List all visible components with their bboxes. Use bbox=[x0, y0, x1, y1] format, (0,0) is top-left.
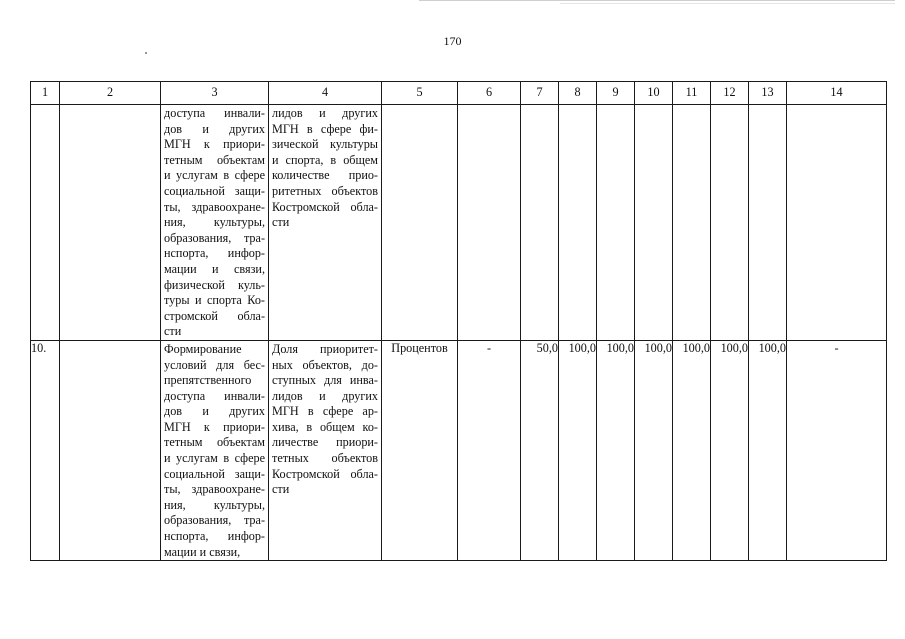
table-cell bbox=[711, 105, 749, 341]
text-line: образования, тра- bbox=[164, 230, 265, 245]
column-header: 2 bbox=[60, 82, 161, 105]
column-header: 14 bbox=[787, 82, 887, 105]
table-header-row bbox=[31, 82, 887, 105]
table-cell bbox=[60, 340, 161, 560]
text-line: Костромской обла- bbox=[272, 199, 378, 214]
column-header: 8 bbox=[559, 82, 597, 105]
text-line: ты, здравоохране- bbox=[164, 482, 265, 497]
table-cell bbox=[60, 105, 161, 341]
text-line: личестве приори- bbox=[272, 435, 378, 450]
value-cell-9: 100,0 bbox=[597, 340, 635, 560]
text-line: нспорта, инфор- bbox=[164, 529, 265, 544]
column-header: 13 bbox=[749, 82, 787, 105]
event-description-text bbox=[161, 341, 268, 560]
value-cell-11: 100,0 bbox=[673, 340, 711, 560]
event-description-cell bbox=[161, 105, 269, 341]
value-cell-12: 100,0 bbox=[711, 340, 749, 560]
indicator-description-cell bbox=[269, 105, 382, 341]
text-line: Формирование bbox=[164, 341, 242, 356]
table-row-10 bbox=[31, 340, 887, 560]
text-line: ступных для инва- bbox=[272, 373, 378, 388]
text-line: условий для бес- bbox=[164, 357, 265, 372]
text-line: нспорта, инфор- bbox=[164, 246, 265, 261]
text-line: тетных объектов bbox=[272, 451, 378, 466]
text-line: дов и других bbox=[164, 404, 265, 419]
indicator-description-text bbox=[269, 105, 381, 231]
column-header: 6 bbox=[458, 82, 521, 105]
table-cell bbox=[787, 105, 887, 341]
text-line: зической культуры bbox=[272, 137, 378, 152]
table-cell bbox=[635, 105, 673, 341]
text-line: ты, здравоохране- bbox=[164, 199, 265, 214]
column-header: 11 bbox=[673, 82, 711, 105]
table-cell bbox=[559, 105, 597, 341]
text-line: лидов и других bbox=[272, 106, 378, 120]
text-line: мации и связи, bbox=[164, 261, 265, 276]
text-line: физической куль- bbox=[164, 277, 265, 292]
row-number: 10. bbox=[31, 340, 60, 560]
text-line: хива, в общем ко- bbox=[272, 419, 378, 434]
text-line: тетным объектам bbox=[164, 435, 265, 450]
text-line: количестве прио- bbox=[272, 168, 378, 183]
value-cell-14: - bbox=[787, 340, 887, 560]
text-line: ния, культуры, bbox=[164, 215, 265, 230]
text-line: МГН в сфере ар- bbox=[272, 404, 378, 419]
table-cell bbox=[749, 105, 787, 341]
text-line: сти bbox=[272, 215, 290, 230]
text-line: сти bbox=[164, 324, 182, 339]
text-line: образования, тра- bbox=[164, 513, 265, 528]
text-line: и спорта, в общем bbox=[272, 152, 378, 167]
table-cell bbox=[458, 105, 521, 341]
table-cell bbox=[673, 105, 711, 341]
column-header: 9 bbox=[597, 82, 635, 105]
table-cell bbox=[521, 105, 559, 341]
text-line: МГН к приори- bbox=[164, 137, 265, 152]
table-cell bbox=[382, 105, 458, 341]
text-line: МГН к приори- bbox=[164, 419, 265, 434]
text-line: туры и спорта Ко- bbox=[164, 293, 265, 308]
indicator-table bbox=[30, 81, 887, 561]
indicator-description-text bbox=[269, 341, 381, 498]
text-line: социальной защи- bbox=[164, 183, 265, 198]
table-row-continued bbox=[31, 105, 887, 341]
text-line: тетным объектам bbox=[164, 152, 265, 167]
unit-cell: Процентов bbox=[382, 340, 458, 560]
value-cell-13: 100,0 bbox=[749, 340, 787, 560]
event-description-cell bbox=[161, 340, 269, 560]
column-header: 7 bbox=[521, 82, 559, 105]
scan-speck bbox=[145, 52, 147, 54]
table-cell bbox=[31, 105, 60, 341]
text-line: доступа инвали- bbox=[164, 388, 265, 403]
text-line: препятственного bbox=[164, 373, 252, 388]
event-description-text bbox=[161, 105, 268, 340]
column-header: 5 bbox=[382, 82, 458, 105]
column-header: 12 bbox=[711, 82, 749, 105]
column-header: 1 bbox=[31, 82, 60, 105]
value-cell-8: 100,0 bbox=[559, 340, 597, 560]
text-line: социальной защи- bbox=[164, 466, 265, 481]
text-line: дов и других bbox=[164, 121, 265, 136]
table-cell bbox=[597, 105, 635, 341]
text-line: Доля приоритет- bbox=[272, 341, 378, 356]
text-line: лидов и других bbox=[272, 388, 378, 403]
text-line: и услугам в сфере bbox=[164, 168, 265, 183]
text-line: ния, культуры, bbox=[164, 497, 265, 512]
scan-edge-line-secondary bbox=[560, 3, 895, 4]
text-line: ритетных объектов bbox=[272, 183, 378, 198]
text-line: ных объектов, до- bbox=[272, 357, 378, 372]
indicator-description-cell bbox=[269, 340, 382, 560]
text-line: стромской обла- bbox=[164, 308, 265, 323]
scan-edge-line bbox=[419, 0, 895, 1]
page-number: 170 bbox=[443, 34, 462, 48]
column-header: 3 bbox=[161, 82, 269, 105]
value-cell-6: - bbox=[458, 340, 521, 560]
text-line: сти bbox=[272, 482, 290, 497]
value-cell-10: 100,0 bbox=[635, 340, 673, 560]
text-line: доступа инвали- bbox=[164, 106, 265, 120]
column-header: 10 bbox=[635, 82, 673, 105]
value-cell-7: 50,0 bbox=[521, 340, 559, 560]
text-line: Костромской обла- bbox=[272, 466, 378, 481]
text-line: и услугам в сфере bbox=[164, 451, 265, 466]
text-line: МГН в сфере фи- bbox=[272, 121, 378, 136]
text-line: мации и связи, bbox=[164, 544, 241, 559]
column-header: 4 bbox=[269, 82, 382, 105]
